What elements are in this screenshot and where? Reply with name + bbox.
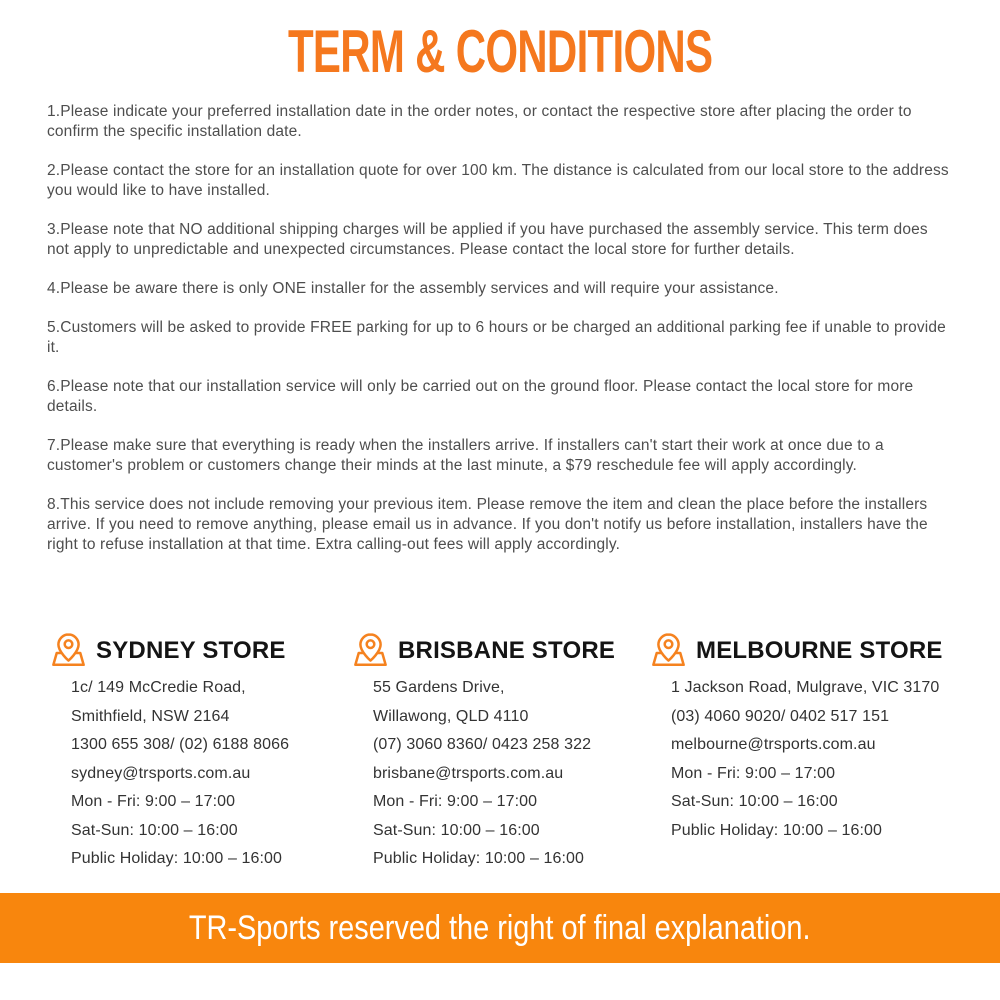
store-name: SYDNEY STORE [96,636,286,664]
store-email: melbourne@trsports.com.au [671,736,876,753]
footer-banner [0,893,1000,963]
term-paragraph: 2.Please contact the store for an installation quote for over 100 km. The distance is calculated from our local store to the address you would like to have installed. [47,162,949,199]
store-hours-holiday: Public Holiday: 10:00 – 16:00 [671,821,883,839]
store-hours-weekend: Sat-Sun: 10:00 – 16:00 [373,821,540,839]
term-paragraph: 1.Please indicate your preferred installation date in the order notes, or contact the respective store after placing the order to confirm the specific installation date. [47,103,912,140]
store-address-line: Willawong, QLD 4110 [373,707,529,725]
store-header [50,632,352,669]
store-column-brisbane [352,632,650,874]
store-column-melbourne [650,632,1000,874]
page-header [0,18,1000,85]
store-email: brisbane@trsports.com.au [373,764,564,782]
terms-list [47,102,953,555]
term-paragraph: 4.Please be aware there is only ONE installer for the assembly services and will require your assistance. [47,280,779,297]
term-paragraph: 6.Please note that our installation service will only be carried out on the ground floor. Please contact the local store for more details. [47,378,914,415]
location-pin-icon [50,632,87,669]
store-hours-weekend: Sat-Sun: 10:00 – 16:00 [671,793,838,810]
store-name: BRISBANE STORE [398,636,616,664]
location-pin-icon [650,632,687,669]
store-address-line: 55 Gardens Drive, [373,679,505,696]
store-column-sydney [50,632,352,874]
store-name: MELBOURNE STORE [696,636,943,664]
store-details [671,674,1000,845]
store-phone: (03) 4060 9020/ 0402 517 151 [671,707,890,725]
term-paragraph: 7.Please make sure that everything is ready when the installers arrive. If installers can't start their work at once due to a customer's problem or customers change their minds at the last minute, a $79 reschedule fee will apply accordingly. [47,437,884,474]
store-hours-weekend: Sat-Sun: 10:00 – 16:00 [71,821,238,839]
store-details [373,674,650,874]
store-address-line: 1 Jackson Road, Mulgrave, VIC 3170 [671,679,940,696]
term-paragraph: 3.Please note that NO additional shipping charges will be applied if you have purchased the assembly service. This term does not apply to unpredictable and unexpected circumstances. Please contact the local store for further details. [47,221,928,258]
store-header [352,632,650,669]
term-paragraph: 5.Customers will be asked to provide FREE parking for up to 6 hours or be charged an additional parking fee if unable to provide it. [47,319,946,356]
store-info-section [50,632,1000,874]
store-email: sydney@trsports.com.au [71,764,251,782]
store-header [650,632,1000,669]
store-hours-weekday: Mon - Fri: 9:00 – 17:00 [373,793,538,810]
store-hours-weekday: Mon - Fri: 9:00 – 17:00 [71,793,236,810]
store-hours-holiday: Public Holiday: 10:00 – 16:00 [71,850,283,867]
location-pin-icon [352,632,389,669]
store-details [71,674,352,874]
store-hours-holiday: Public Holiday: 10:00 – 16:00 [373,850,585,867]
term-paragraph: 8.This service does not include removing your previous item. Please remove the item and clean the place before the installers arrive. If you need to remove anything, please email us in advance. If you don't notify us before installation, installers have the right to refuse installation at that time. Extra calling-out fees will apply accordingly. [47,496,928,553]
footer-text: TR-Sports reserved the right of final explanation. [189,908,811,947]
store-phone: 1300 655 308/ (02) 6188 8066 [71,736,290,753]
store-address-line: Smithfield, NSW 2164 [71,707,230,725]
store-phone: (07) 3060 8360/ 0423 258 322 [373,736,592,753]
store-hours-weekday: Mon - Fri: 9:00 – 17:00 [671,764,836,782]
page-title: TERM & CONDITIONS [287,18,713,85]
store-address-line: 1c/ 149 McCredie Road, [71,679,246,696]
